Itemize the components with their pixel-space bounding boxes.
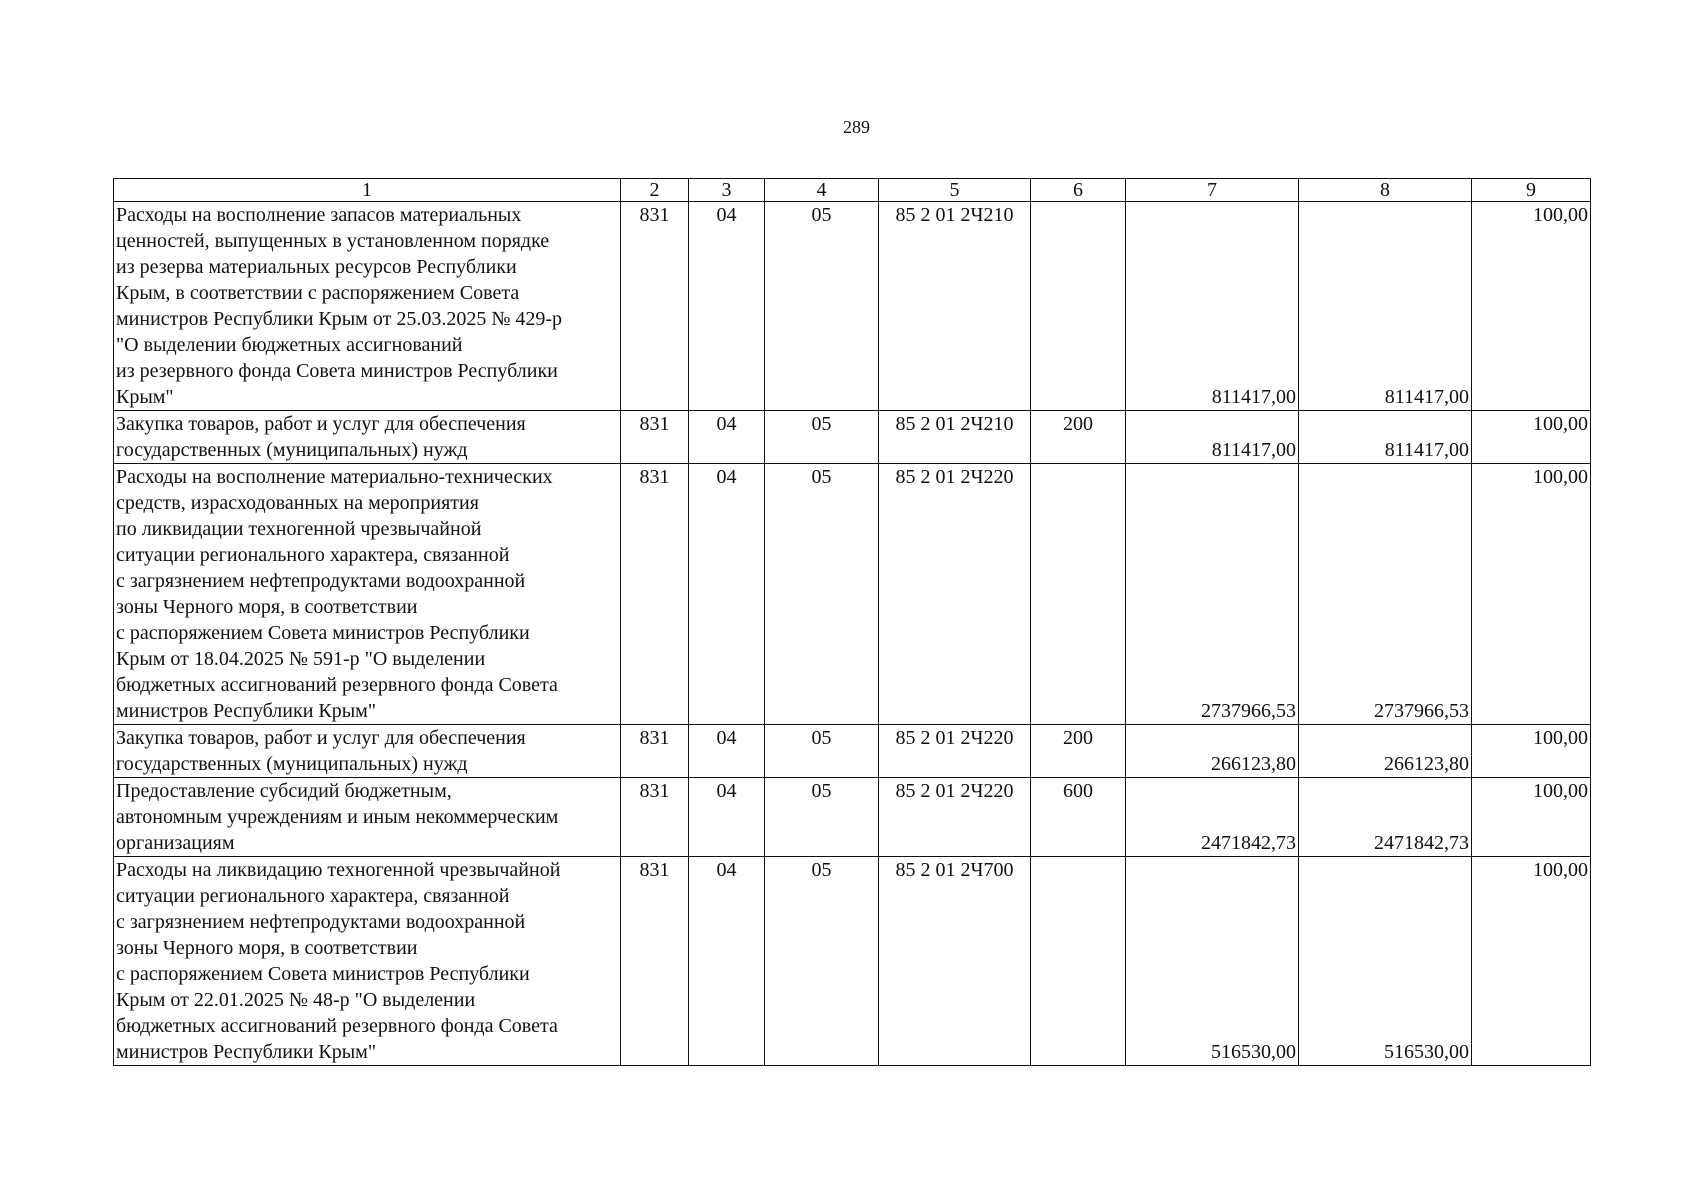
table-header-row bbox=[114, 179, 1591, 202]
section-code: 04 bbox=[689, 202, 765, 411]
expense-type-code: 600 bbox=[1031, 778, 1126, 857]
header-cell: 3 bbox=[689, 179, 765, 202]
target-article-code: 85 2 01 2Ч210 bbox=[879, 202, 1031, 411]
ministry-code: 831 bbox=[621, 725, 689, 778]
header-cell: 4 bbox=[765, 179, 879, 202]
subsection-code: 05 bbox=[765, 411, 879, 464]
subsection-code: 05 bbox=[765, 778, 879, 857]
target-article-code: 85 2 01 2Ч220 bbox=[879, 778, 1031, 857]
expense-description: Расходы на восполнение материально-технических средств, израсходованных на мероприятия по ликвидации техногенной чрезвычайной ситуации регионального характера, связанной с загрязнением нефтепродуктами водоохранной зоны Черного моря, в соответствии с распоряжением Совета министров Республики Крым от 18.04.2025 № 591-р "О выделении бюджетных ассигнований резервного фонда Совета министров Республики Крым" bbox=[114, 464, 621, 725]
ministry-code: 831 bbox=[621, 464, 689, 725]
expense-description: Предоставление субсидий бюджетным, автономным учреждениям и иным некоммерческим организациям bbox=[114, 778, 621, 857]
expense-type-code bbox=[1031, 202, 1126, 411]
table-row bbox=[114, 464, 1591, 725]
execution-percent: 100,00 bbox=[1472, 725, 1591, 778]
expense-description: Закупка товаров, работ и услуг для обеспечения государственных (муниципальных) нужд bbox=[114, 725, 621, 778]
execution-percent: 100,00 bbox=[1472, 411, 1591, 464]
ministry-code: 831 bbox=[621, 778, 689, 857]
table-row bbox=[114, 202, 1591, 411]
page-number: 289 bbox=[843, 117, 870, 137]
header-cell: 9 bbox=[1472, 179, 1591, 202]
expense-description: Закупка товаров, работ и услуг для обеспечения государственных (муниципальных) нужд bbox=[114, 411, 621, 464]
header-cell: 7 bbox=[1126, 179, 1299, 202]
header-cell: 2 bbox=[621, 179, 689, 202]
subsection-code: 05 bbox=[765, 202, 879, 411]
amount-executed: 266123,80 bbox=[1299, 725, 1472, 778]
header-cell: 6 bbox=[1031, 179, 1126, 202]
table-row bbox=[114, 778, 1591, 857]
amount-planned: 811417,00 bbox=[1126, 411, 1299, 464]
section-code: 04 bbox=[689, 778, 765, 857]
expense-description: Расходы на восполнение запасов материальных ценностей, выпущенных в установленном порядке из резерва материальных ресурсов Республики Крым, в соответствии с распоряжением Совета министров Республики Крым от 25.03.2025 № 429-р "О выделении бюджетных ассигнований из резервного фонда Совета министров Республики Крым" bbox=[114, 202, 621, 411]
subsection-code: 05 bbox=[765, 464, 879, 725]
target-article-code: 85 2 01 2Ч220 bbox=[879, 725, 1031, 778]
execution-percent: 100,00 bbox=[1472, 464, 1591, 725]
section-code: 04 bbox=[689, 464, 765, 725]
expense-type-code bbox=[1031, 464, 1126, 725]
execution-percent: 100,00 bbox=[1472, 857, 1591, 1066]
subsection-code: 05 bbox=[765, 725, 879, 778]
target-article-code: 85 2 01 2Ч220 bbox=[879, 464, 1031, 725]
amount-planned: 266123,80 bbox=[1126, 725, 1299, 778]
ministry-code: 831 bbox=[621, 202, 689, 411]
execution-percent: 100,00 bbox=[1472, 778, 1591, 857]
amount-planned: 516530,00 bbox=[1126, 857, 1299, 1066]
expense-type-code: 200 bbox=[1031, 725, 1126, 778]
target-article-code: 85 2 01 2Ч210 bbox=[879, 411, 1031, 464]
expense-description: Расходы на ликвидацию техногенной чрезвычайной ситуации регионального характера, связанной с загрязнением нефтепродуктами водоохранной зоны Черного моря, в соответствии с распоряжением Совета министров Республики Крым от 22.01.2025 № 48-р "О выделении бюджетных ассигнований резервного фонда Совета министров Республики Крым" bbox=[114, 857, 621, 1066]
amount-planned: 2737966,53 bbox=[1126, 464, 1299, 725]
amount-executed: 516530,00 bbox=[1299, 857, 1472, 1066]
amount-planned: 811417,00 bbox=[1126, 202, 1299, 411]
header-cell: 1 bbox=[114, 179, 621, 202]
budget-table bbox=[113, 178, 1591, 1066]
target-article-code: 85 2 01 2Ч700 bbox=[879, 857, 1031, 1066]
ministry-code: 831 bbox=[621, 411, 689, 464]
expense-type-code: 200 bbox=[1031, 411, 1126, 464]
amount-planned: 2471842,73 bbox=[1126, 778, 1299, 857]
execution-percent: 100,00 bbox=[1472, 202, 1591, 411]
table-row bbox=[114, 857, 1591, 1066]
section-code: 04 bbox=[689, 725, 765, 778]
amount-executed: 811417,00 bbox=[1299, 202, 1472, 411]
table-row bbox=[114, 725, 1591, 778]
section-code: 04 bbox=[689, 857, 765, 1066]
table-row bbox=[114, 411, 1591, 464]
expense-type-code bbox=[1031, 857, 1126, 1066]
amount-executed: 811417,00 bbox=[1299, 411, 1472, 464]
amount-executed: 2737966,53 bbox=[1299, 464, 1472, 725]
subsection-code: 05 bbox=[765, 857, 879, 1066]
header-cell: 8 bbox=[1299, 179, 1472, 202]
section-code: 04 bbox=[689, 411, 765, 464]
ministry-code: 831 bbox=[621, 857, 689, 1066]
amount-executed: 2471842,73 bbox=[1299, 778, 1472, 857]
header-cell: 5 bbox=[879, 179, 1031, 202]
